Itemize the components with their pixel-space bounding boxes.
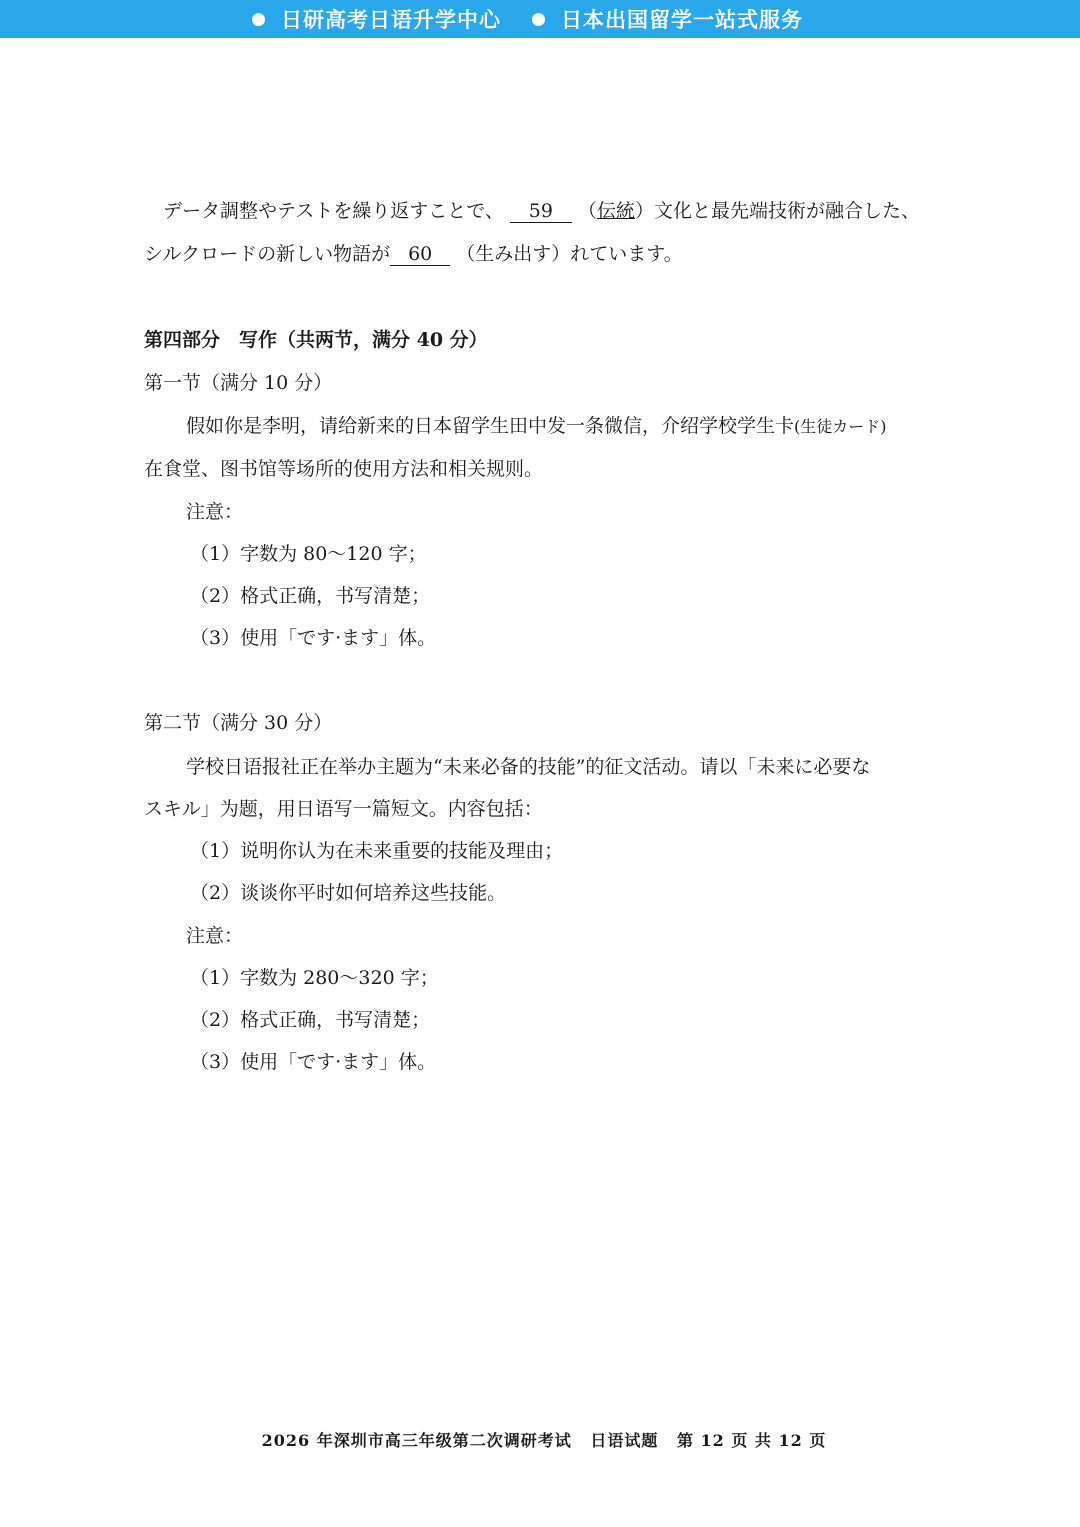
footer-page-number: 第 12 页 共 12 页 [676, 1431, 827, 1450]
passage-line-1 [163, 197, 920, 225]
section-1-prompt-line-2: 在食堂、图书馆等场所的使用方法和相关规则。 [144, 458, 544, 480]
bullet-dot-icon [252, 13, 265, 26]
bullet-dot-icon [532, 13, 545, 26]
banner-left-text: 日研高考日语升学中心 [281, 8, 501, 32]
passage-text: シルクロードの新しい物語が [144, 243, 391, 265]
section-2-note: （3）使用「です·ます」体。 [190, 1051, 437, 1073]
section-1-note: （2）格式正确，书写清楚； [190, 585, 431, 607]
passage-text: 文化と最先端技術が融合した、 [653, 200, 920, 222]
blank-59: 59 [510, 200, 572, 223]
prompt-text: 假如你是李明，请给新来的日本留学生田中发一条微信，介绍学校学生卡 [186, 415, 795, 437]
section-2-notes-label: 注意： [186, 925, 244, 947]
footer-subject: 日语试题 [590, 1431, 659, 1450]
section-1-notes-label: 注意： [186, 501, 244, 523]
page-footer [0, 1428, 1080, 1451]
banner-item-left [252, 0, 501, 38]
section-2-content-point: （1）说明你认为在未来重要的技能及理由； [190, 840, 564, 862]
hint-bracket-close: ） [634, 200, 654, 222]
section-2-title: 第二节（满分 30 分） [144, 712, 333, 734]
section-1-note: （3）使用「です·ます」体。 [190, 627, 437, 649]
section-2-prompt-line-2: スキル」为题，用日语写一篇短文。内容包括： [144, 798, 543, 820]
blank-60: 60 [390, 243, 450, 266]
passage-line-2 [144, 240, 683, 268]
section-2-prompt-line-1: 学校日语报社正在举办主题为“未来必备的技能”的征文活动。请以「未来に必要な [186, 756, 871, 778]
hint-word: 伝統 [596, 200, 635, 222]
section-2-content-point: （2）谈谈你平时如何培养这些技能。 [190, 882, 507, 904]
banner-item-right [532, 0, 803, 38]
section-1-prompt-line-1 [186, 412, 887, 441]
section-2-note: （2）格式正确，书写清楚； [190, 1009, 431, 1031]
section-1-title: 第一节（满分 10 分） [144, 372, 333, 394]
passage-text: （生み出す）れています。 [456, 243, 683, 265]
part-title: 第四部分 写作（共两节，满分 40 分） [144, 329, 488, 351]
prompt-note: (生徒カード) [794, 417, 887, 436]
passage-text: データ調整やテストを繰り返すことで、 [163, 200, 504, 222]
banner-right-text: 日本出国留学一站式服务 [561, 8, 803, 32]
hint-bracket-open: （ [577, 200, 597, 222]
footer-exam: 2026 年深圳市高三年级第二次调研考试 [261, 1431, 572, 1450]
section-2-note: （1）字数为 280～320 字； [190, 967, 439, 989]
header-banner [0, 0, 1080, 38]
section-1-note: （1）字数为 80～120 字； [190, 543, 427, 565]
